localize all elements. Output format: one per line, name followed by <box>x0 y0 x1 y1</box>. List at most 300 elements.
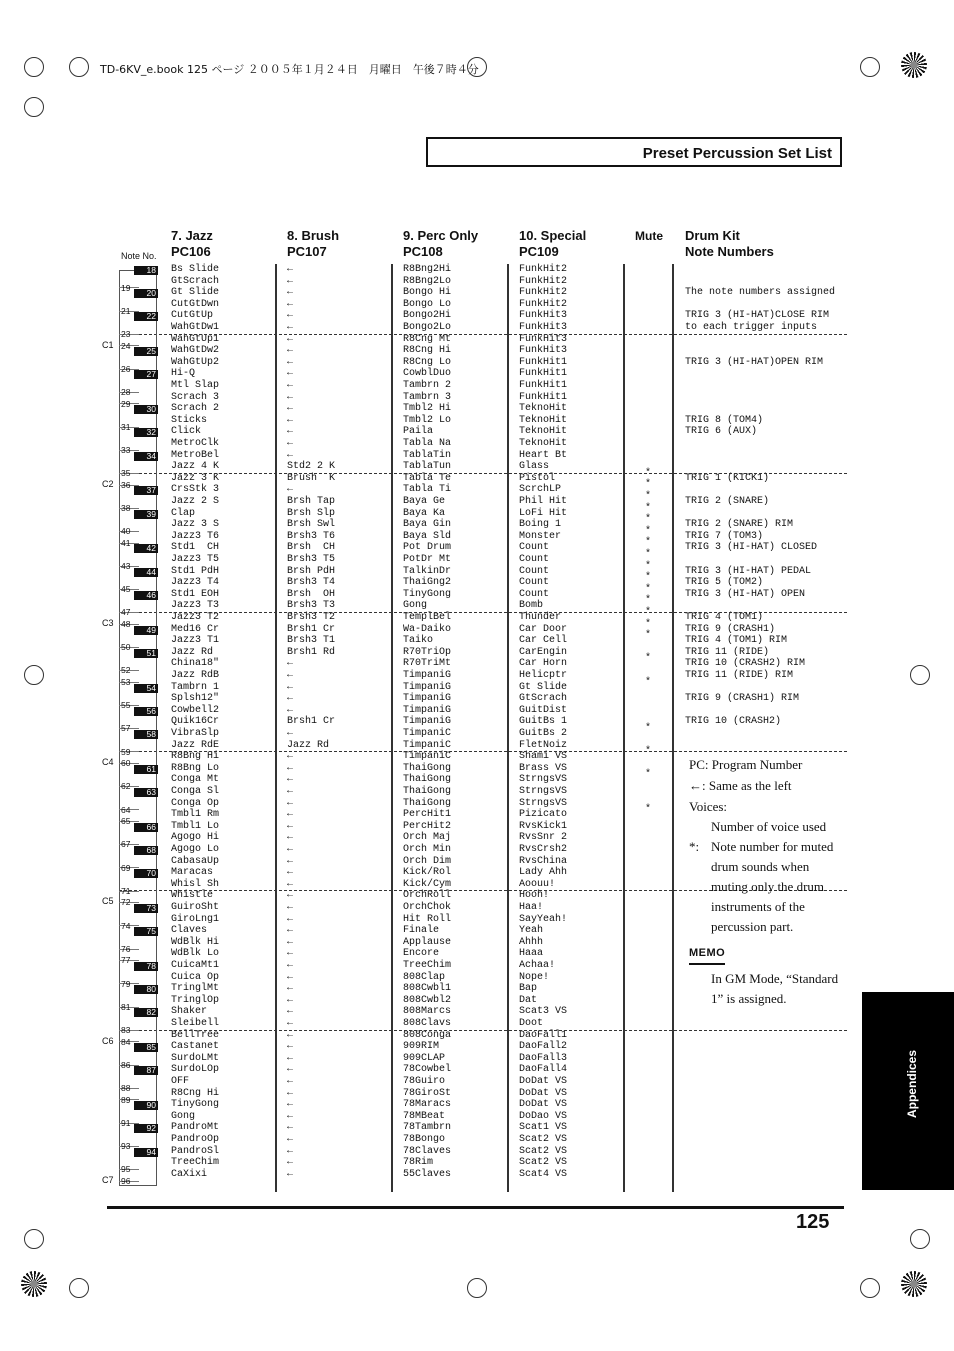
registration-mark <box>860 57 880 77</box>
table-cell-perc: Tmbl2 Lo <box>403 414 452 426</box>
table-cell-jazz: Gt Slide <box>171 287 220 299</box>
table-cell-jazz: Conga Op <box>171 797 220 809</box>
table-cell-special: LoFi Hit <box>519 507 568 519</box>
table-cell-perc: ThaiGng2 <box>403 577 452 589</box>
table-cell-perc: Baya Ge <box>403 496 446 507</box>
table-cell-perc: TimpaniG <box>403 681 452 693</box>
table-cell-perc: R70TriMt <box>403 658 452 670</box>
column-title: 10. Special <box>519 228 587 243</box>
table-cell-jazz: Cuica Op <box>171 971 220 983</box>
table-cell-special: Haaa <box>519 948 544 960</box>
black-key: 94 <box>134 1148 158 1157</box>
table-cell-brush: ← <box>287 1041 294 1053</box>
black-key: 82 <box>134 1008 158 1017</box>
table-cell-jazz: Jazz 3 S <box>171 519 220 531</box>
table-cell-perc: Tambrn 2 <box>403 380 452 391</box>
table-cell-brush: ← <box>287 403 294 415</box>
registration-mark <box>901 1271 927 1297</box>
table-cell-brush: ← <box>287 960 294 971</box>
column-divider <box>623 264 625 1192</box>
table-cell-brush: ← <box>287 1018 294 1029</box>
table-cell-brush: ← <box>287 1134 294 1145</box>
table-cell-special: DoDat VS <box>519 1087 568 1099</box>
registration-mark <box>21 1271 47 1297</box>
table-cell-perc: 78GiroSt <box>403 1087 452 1099</box>
column-title: 8. Brush <box>287 228 340 243</box>
program-number: PC108 <box>403 244 443 259</box>
column-header-brush <box>287 228 339 260</box>
table-cell-brush: ← <box>287 368 294 380</box>
mute-mark: * <box>645 723 652 734</box>
table-cell-special: Ahhh <box>519 936 544 948</box>
trigger-assignment: TRIG 1 (KICK1) <box>685 472 770 484</box>
white-key-number: 62 <box>121 781 131 792</box>
table-cell-perc: Tambrn 3 <box>403 391 452 403</box>
table-cell-special: GtScrach <box>519 693 568 705</box>
white-key-number: 83 <box>121 1025 131 1035</box>
bottom-rule <box>107 1206 844 1209</box>
table-cell-perc: Orch Min <box>403 844 452 855</box>
table-cell-brush: ← <box>287 380 294 391</box>
trigger-assignment: TRIG 7 (TOM3) <box>685 530 764 542</box>
table-cell-special: FunkHit1 <box>519 368 568 380</box>
table-cell-special: StrngsVS <box>519 786 568 797</box>
white-key-number: 95 <box>121 1164 131 1175</box>
table-cell-special: SayYeah! <box>519 913 568 925</box>
column-header-special <box>519 228 586 260</box>
table-cell-special: RvsChina <box>519 855 568 867</box>
black-key: 32 <box>134 428 158 437</box>
table-cell-brush: ← <box>287 1099 294 1111</box>
table-cell-jazz: R8Bng Lo <box>171 762 220 774</box>
table-cell-special: DoDat VS <box>519 1076 568 1087</box>
trigger-assignment: TRIG 10 (CRASH2) RIM <box>685 658 806 670</box>
white-key-number: 91 <box>121 1117 131 1128</box>
table-cell-special: Bap <box>519 983 538 995</box>
table-cell-brush: ← <box>287 797 294 809</box>
table-cell-special: FunkHit3 <box>519 333 568 345</box>
mute-mark: * <box>645 560 652 572</box>
table-cell-perc: TimpaniG <box>403 670 452 681</box>
trigger-assignment: TRIG 4 (TOM1) RIM <box>685 635 788 647</box>
table-cell-brush: Brsh Tap <box>287 496 336 507</box>
trigger-assignment: TRIG 5 (TOM2) <box>685 577 764 589</box>
table-cell-perc: R70TriOp <box>403 646 452 658</box>
table-cell-perc: Orch Maj <box>403 832 452 844</box>
white-key-number: 31 <box>121 421 131 432</box>
white-key-number: 88 <box>121 1083 131 1093</box>
table-cell-jazz: Claves <box>171 925 208 937</box>
table-cell-brush: ← <box>287 762 294 774</box>
black-key: 20 <box>134 289 158 298</box>
column-header-jazz <box>171 228 213 260</box>
table-cell-jazz: Jazz RdB <box>171 670 220 681</box>
black-key: 46 <box>134 591 158 600</box>
table-cell-brush: ← <box>287 1122 294 1134</box>
mute-mark: * <box>645 525 652 537</box>
table-cell-jazz: Tambrn 1 <box>171 681 220 693</box>
table-cell-perc: 78Bongo <box>403 1134 446 1145</box>
black-key: 66 <box>134 823 158 832</box>
table-cell-special: Dat <box>519 994 538 1006</box>
table-cell-special: TeknoHit <box>519 403 568 415</box>
table-cell-perc: ThaiGong <box>403 786 452 797</box>
table-cell-jazz: MetroBel <box>171 449 220 461</box>
mute-mark: * <box>645 630 652 642</box>
table-cell-perc: TemplBel <box>403 612 452 623</box>
table-cell-brush: ← <box>287 890 294 902</box>
table-cell-brush: Brsh1 Cr <box>287 716 336 728</box>
table-cell-special: Scat1 VS <box>519 1122 568 1134</box>
black-key: 80 <box>134 985 158 994</box>
white-key-number: 53 <box>121 677 131 687</box>
table-cell-special: TeknoHit <box>519 426 568 438</box>
table-cell-brush: ← <box>287 994 294 1006</box>
octave-label: C2 <box>102 478 114 489</box>
column-divider <box>275 264 277 1192</box>
table-cell-perc: Kick/Rol <box>403 867 452 879</box>
table-cell-brush: ← <box>287 809 294 821</box>
star-desc-line: Note number for muted <box>711 839 834 854</box>
table-cell-special: Lady Ahh <box>519 867 568 879</box>
table-cell-perc: Tabla Te <box>403 472 452 484</box>
table-cell-jazz: Scrach 2 <box>171 403 220 415</box>
table-cell-special: FunkHit2 <box>519 264 568 275</box>
mute-mark: * <box>645 769 652 781</box>
table-cell-perc: 808Cwbl2 <box>403 994 452 1006</box>
table-cell-brush: Std2 2 K <box>287 461 336 473</box>
table-cell-special: DoDat VS <box>519 1099 568 1111</box>
table-cell-perc: 808Conga <box>403 1029 452 1041</box>
drumkit-intro <box>685 264 835 345</box>
table-cell-perc: 808Cwbl1 <box>403 983 452 995</box>
white-key-number: 57 <box>121 723 131 734</box>
table-cell-brush: Brsh Swl <box>287 519 336 531</box>
trigger-assignment: TRIG 11 (RIDE) RIM <box>685 670 794 681</box>
table-cell-brush: Jazz Rd <box>287 739 330 751</box>
table-cell-jazz: Sticks <box>171 414 208 426</box>
table-cell-jazz: Std1 CH <box>171 542 220 554</box>
table-cell-perc: 808Clap <box>403 971 446 983</box>
table-cell-perc: Bongo2Lo <box>403 322 452 333</box>
table-cell-perc: Tabla Ti <box>403 484 452 496</box>
table-cell-jazz: Sleibell <box>171 1018 220 1029</box>
table-cell-perc: Baya Gin <box>403 519 452 531</box>
table-cell-perc: 78MBeat <box>403 1110 446 1122</box>
table-cell-jazz: CutGtDwn <box>171 298 220 310</box>
table-cell-special: Phil Hit <box>519 496 568 507</box>
mute-mark: * <box>645 514 652 526</box>
star-mark: *: <box>689 839 700 854</box>
table-cell-perc: 909RIM <box>403 1041 440 1053</box>
note-number-label: Note No. <box>121 251 157 261</box>
table-cell-special: Car Door <box>519 623 568 635</box>
black-key: 54 <box>134 684 158 693</box>
table-cell-brush: ← <box>287 449 294 461</box>
table-cell-brush: Brsh3 T2 <box>287 612 336 623</box>
table-cell-special: Count <box>519 542 550 554</box>
white-key-number: 79 <box>121 978 131 989</box>
column-subtitle: Note Numbers <box>685 244 774 259</box>
table-cell-special: Scat4 VS <box>519 1168 568 1180</box>
table-cell-perc: TalkinDr <box>403 565 452 577</box>
table-cell-special: GuitDist <box>519 704 568 716</box>
side-tab-label: Appendices <box>905 1050 919 1119</box>
registration-mark <box>24 57 44 77</box>
black-key: 22 <box>134 312 158 321</box>
table-cell-jazz: R8Cng Hi <box>171 1087 220 1099</box>
table-cell-special: Gt Slide <box>519 681 568 693</box>
black-key: 87 <box>134 1066 158 1075</box>
table-cell-brush: ← <box>287 438 294 449</box>
table-cell-brush: ← <box>287 948 294 960</box>
table-cell-jazz: VibraSlp <box>171 728 220 739</box>
table-cell-brush: Brsh Slp <box>287 507 336 519</box>
table-cell-special: Hooh! <box>519 890 550 902</box>
black-key: 61 <box>134 765 158 774</box>
table-cell-special: RvsSnr 2 <box>519 832 568 844</box>
table-cell-special: Brass VS <box>519 762 568 774</box>
mute-mark: * <box>645 549 652 560</box>
table-cell-special: DoDao VS <box>519 1110 568 1122</box>
table-cell-perc: Paila <box>403 426 434 438</box>
table-cell-brush: ← <box>287 484 294 496</box>
table-cell-special: Pistol <box>519 472 556 484</box>
trigger-assignment: TRIG 4 (TOM1) <box>685 612 764 623</box>
table-cell-jazz: CrsStk 3 <box>171 484 220 496</box>
table-cell-perc: R8Bng2Hi <box>403 264 452 275</box>
table-cell-brush: ← <box>287 275 294 287</box>
table-cell-perc: Hit Roll <box>403 913 452 925</box>
table-cell-special: GuitBs 1 <box>519 716 568 728</box>
table-cell-special: TeknoHit <box>519 438 568 449</box>
table-cell-brush: ← <box>287 1006 294 1018</box>
black-key: 56 <box>134 707 158 716</box>
white-key-number: 43 <box>121 561 131 571</box>
table-cell-special: Yeah <box>519 925 544 937</box>
table-cell-perc: Finale <box>403 925 440 937</box>
table-cell-jazz: SurdoLMt <box>171 1052 220 1064</box>
table-cell-perc: Pot Drum <box>403 542 452 554</box>
registration-mark <box>69 1278 89 1298</box>
table-cell-brush: ← <box>287 728 294 739</box>
black-key: 37 <box>134 486 158 495</box>
trigger-assignment: TRIG 11 (RIDE) <box>685 646 770 658</box>
table-cell-jazz: Quik16Cr <box>171 716 220 728</box>
table-cell-jazz: Bs Slide <box>171 264 220 275</box>
white-key-number: 59 <box>121 746 131 757</box>
table-cell-perc: 78Guiro <box>403 1076 446 1087</box>
white-key-number: 60 <box>121 758 131 769</box>
table-cell-brush: ← <box>287 356 294 368</box>
table-cell-brush: ← <box>287 983 294 995</box>
memo-icon <box>689 943 725 965</box>
table-cell-perc: Baya Sld <box>403 530 452 542</box>
table-cell-perc: PercHit1 <box>403 809 452 821</box>
table-cell-jazz: Med16 Cr <box>171 623 220 635</box>
table-cell-jazz: Jazz 3 K <box>171 472 220 484</box>
program-number: PC109 <box>519 244 559 259</box>
table-cell-brush: ← <box>287 345 294 357</box>
black-key: 63 <box>134 788 158 797</box>
table-cell-jazz: Splsh12" <box>171 693 220 705</box>
column-header-drumkit <box>685 228 774 260</box>
table-cell-special: Helicptr <box>519 670 568 681</box>
table-cell-special: RvsCrsh2 <box>519 844 568 855</box>
table-cell-perc: Bongo Hi <box>403 287 452 299</box>
registration-mark <box>24 1229 44 1249</box>
white-key-number: 29 <box>121 398 131 409</box>
table-cell-jazz: Whisl Sh <box>171 878 220 890</box>
black-key: 90 <box>134 1101 158 1110</box>
table-cell-jazz: Jazz3 T3 <box>171 600 220 612</box>
table-cell-perc: OrchRoll <box>403 890 452 902</box>
table-cell-perc: TinyGong <box>403 588 452 600</box>
memo-label: MEMO <box>689 947 726 959</box>
table-cell-perc: Gong <box>403 600 428 612</box>
table-cell-perc: 808Clavs <box>403 1018 452 1029</box>
table-cell-special: FunkHit1 <box>519 356 568 368</box>
trigger-assignment: TRIG 10 (CRASH2) <box>685 716 782 728</box>
table-cell-jazz: Conga Mt <box>171 774 220 786</box>
table-cell-brush: Brsh3 T6 <box>287 530 336 542</box>
table-cell-special: Heart Bt <box>519 449 568 461</box>
octave-label: C7 <box>102 1174 114 1185</box>
table-cell-perc: 78Rim <box>403 1157 434 1169</box>
table-cell-jazz: OFF <box>171 1076 190 1087</box>
column-divider <box>391 264 393 1192</box>
table-cell-brush: ← <box>287 1029 294 1041</box>
white-key-number: 74 <box>121 920 131 931</box>
white-key-number: 64 <box>121 804 131 815</box>
table-cell-jazz: Castanet <box>171 1041 220 1053</box>
table-cell-brush: ← <box>287 913 294 925</box>
legend-arrow: ←: Same as the left <box>689 778 792 793</box>
registration-mark <box>24 665 44 685</box>
table-cell-brush: ← <box>287 670 294 681</box>
black-key: 49 <box>134 626 158 635</box>
table-cell-brush: Brush K <box>287 472 336 484</box>
white-key-number: 36 <box>121 479 131 490</box>
table-cell-special: ScrchLP <box>519 484 562 496</box>
mute-mark: * <box>645 746 652 758</box>
column-header-mute <box>635 228 663 244</box>
trigger-assignment: TRIG 3 (HI-HAT) CLOSED <box>685 542 818 554</box>
table-cell-brush: ← <box>287 1052 294 1064</box>
table-cell-jazz: Cowbell2 <box>171 704 220 716</box>
table-cell-jazz: PandroSl <box>171 1145 220 1157</box>
file-header: TD-6KV_e.book 125 ページ ２００５年１月２４日 月曜日 午後７時４分 <box>100 63 479 76</box>
white-key-number: 45 <box>121 584 131 595</box>
mute-mark: * <box>645 537 652 549</box>
trigger-assignment: TRIG 3 (HI-HAT) OPEN <box>685 588 806 600</box>
table-cell-jazz: Jazz Rd <box>171 646 214 658</box>
table-cell-perc: PotDr Mt <box>403 554 452 565</box>
table-cell-perc: Bongo Lo <box>403 298 452 310</box>
white-key-number: 24 <box>121 340 131 351</box>
intro-line: The note numbers assigned <box>685 287 836 299</box>
table-cell-brush: ← <box>287 786 294 797</box>
table-cell-jazz: TinyGong <box>171 1099 220 1111</box>
white-key-number: 72 <box>121 897 131 908</box>
white-key-number: 81 <box>121 1001 131 1012</box>
octave-label: C6 <box>102 1035 114 1046</box>
registration-mark <box>69 57 89 77</box>
table-cell-jazz: Click <box>171 426 202 438</box>
section-title-box <box>426 137 842 167</box>
table-cell-special: Scat2 VS <box>519 1134 568 1145</box>
table-cell-special: DaoFall2 <box>519 1041 568 1053</box>
table-cell-jazz: WdBlk Hi <box>171 936 220 948</box>
table-cell-perc: TimpaniG <box>403 693 452 705</box>
table-cell-special: Doot <box>519 1018 544 1029</box>
table-cell-jazz: Tmbl1 Rm <box>171 809 220 821</box>
trigger-assignment: TRIG 2 (SNARE) RIM <box>685 519 794 531</box>
program-number: PC106 <box>171 244 211 259</box>
mute-mark: * <box>645 502 652 514</box>
table-cell-brush: ← <box>287 1064 294 1076</box>
column-title: Mute <box>635 229 663 243</box>
black-key: 58 <box>134 730 158 739</box>
table-cell-brush: Brsh CH <box>287 542 336 554</box>
table-cell-perc: R8Bng2Lo <box>403 275 452 287</box>
table-cell-perc: R8Cng Lo <box>403 356 452 368</box>
table-cell-jazz: Jazz3 T4 <box>171 577 220 589</box>
trigger-assignment: TRIG 3 (HI-HAT) PEDAL <box>685 565 812 577</box>
octave-label: C4 <box>102 757 114 768</box>
table-cell-jazz: Hi-Q <box>171 368 196 380</box>
table-cell-perc: Kick/Cym <box>403 878 452 890</box>
table-cell-jazz: WahGtDw2 <box>171 345 220 357</box>
table-cell-perc: Tmbl2 Hi <box>403 403 452 415</box>
table-cell-jazz: WdBlk Lo <box>171 948 220 960</box>
table-cell-jazz: WahGtUp2 <box>171 356 220 368</box>
table-cell-special: FunkHit2 <box>519 275 568 287</box>
table-cell-perc: R8Cng Mt <box>403 333 452 345</box>
table-cell-perc: 78Cowbel <box>403 1064 452 1076</box>
black-key: 75 <box>134 927 158 936</box>
octave-label: C5 <box>102 896 114 907</box>
table-cell-jazz: Jazz3 T1 <box>171 635 220 647</box>
table-cell-perc: 78Maracs <box>403 1099 452 1111</box>
table-cell-special: FunkHit3 <box>519 310 568 322</box>
mute-mark: * <box>645 607 652 618</box>
white-key-number: 76 <box>121 943 131 954</box>
memo-text <box>689 969 854 1009</box>
table-cell-jazz: CuicaMt1 <box>171 960 220 971</box>
program-number: PC107 <box>287 244 327 259</box>
mute-mark: * <box>645 804 652 816</box>
table-cell-brush: ← <box>287 751 294 763</box>
white-key-number: 47 <box>121 607 131 618</box>
table-cell-special: Monster <box>519 530 562 542</box>
table-cell-special: Count <box>519 588 550 600</box>
legend <box>689 755 854 1009</box>
table-cell-special: Glass <box>519 461 550 473</box>
table-cell-special: Aoouu! <box>519 878 556 890</box>
white-key-number: 35 <box>121 468 131 479</box>
table-cell-perc: 909CLAP <box>403 1052 446 1064</box>
table-cell-perc: ThaiGong <box>403 762 452 774</box>
table-cell-jazz: Mtl Slap <box>171 380 220 391</box>
table-cell-perc: Encore <box>403 948 440 960</box>
table-cell-jazz: CutGtUp <box>171 310 214 322</box>
star-desc-line: drum sounds when <box>711 859 810 874</box>
white-key-number: 65 <box>121 816 131 827</box>
table-cell-jazz: Shaker <box>171 1006 208 1018</box>
table-cell-perc: CowblDuo <box>403 368 452 380</box>
table-cell-brush: Brsh PdH <box>287 565 336 577</box>
